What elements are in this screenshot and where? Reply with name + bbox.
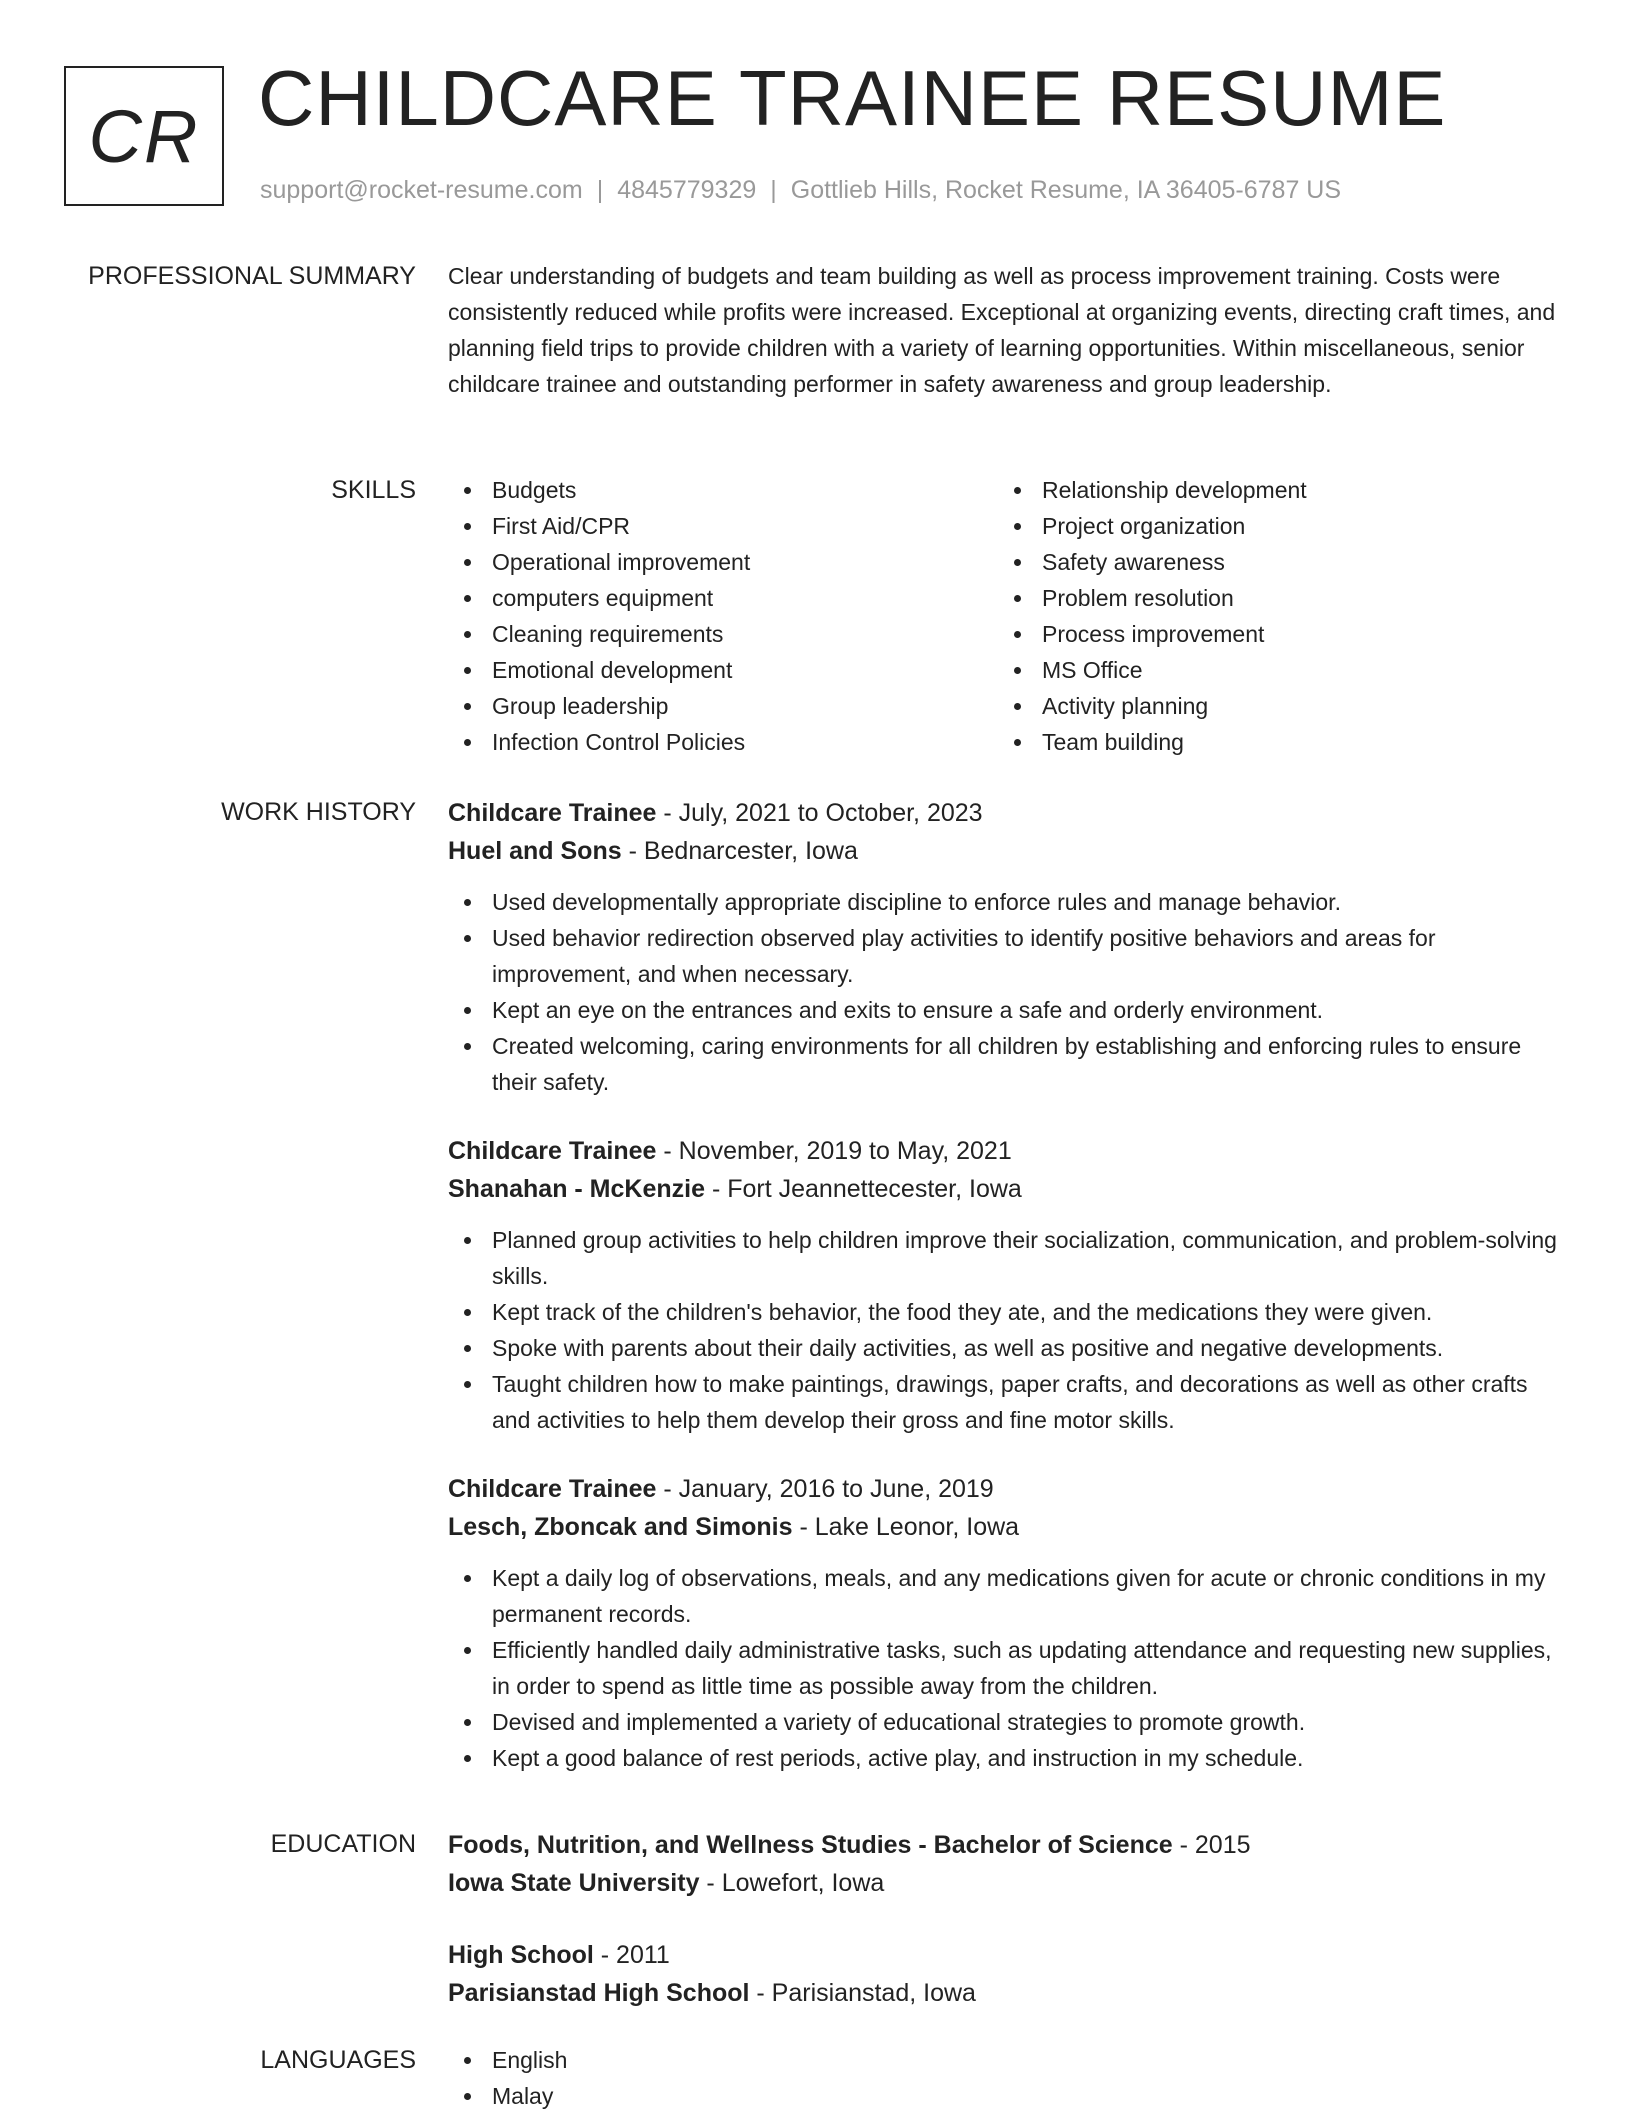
job-entry	[448, 794, 1572, 1100]
languages-heading: LANGUAGES	[260, 2046, 416, 2074]
job-bullets	[448, 1222, 1572, 1438]
summary-heading: PROFESSIONAL SUMMARY	[88, 262, 416, 290]
language-item: English	[448, 2042, 1572, 2078]
job-location: - Fort Jeannettecester, Iowa	[705, 1175, 1022, 1203]
summary-text: Clear understanding of budgets and team building as well as process improvement training. Costs were consistently reduced while profits were increased. Exceptional at organizing events, directing craft times, and planning field trips to provide children with a variety of learning opportunities. Within miscellaneous, senior childcare trainee and outstanding performer in safety awareness and group leadership.	[448, 263, 1556, 397]
education-entry	[448, 1936, 1572, 2012]
languages-list	[448, 2042, 1572, 2114]
contact-email[interactable]: support@rocket-resume.com	[260, 176, 583, 204]
job-location: - Lake Leonor, Iowa	[792, 1513, 1020, 1541]
page-title: CHILDCARE TRAINEE RESUME	[258, 54, 1447, 142]
skill-item: Relationship development	[998, 472, 1548, 508]
job-title-line	[448, 794, 1572, 832]
job-bullet: Planned group activities to help children improve their socialization, communication, and problem-solving skills.	[448, 1222, 1572, 1294]
job-title-line	[448, 1132, 1572, 1170]
skill-item: Problem resolution	[998, 580, 1548, 616]
contact-separator: |	[770, 176, 777, 204]
job-company: Huel and Sons	[448, 837, 622, 865]
contact-phone[interactable]: 4845779329	[617, 176, 757, 204]
degree-name: Foods, Nutrition, and Wellness Studies - Bachelor of Science	[448, 1831, 1173, 1859]
job-bullet: Taught children how to make paintings, drawings, paper crafts, and decorations as well as other crafts and activities to help them develop their gross and fine motor skills.	[448, 1366, 1572, 1438]
skill-item: Budgets	[448, 472, 998, 508]
job-title-line	[448, 1470, 1572, 1508]
job-entry	[448, 1132, 1572, 1438]
job-bullet: Created welcoming, caring environments for all children by establishing and enforcing rules to ensure their safety.	[448, 1028, 1572, 1100]
education-entry	[448, 1826, 1572, 1902]
job-company-line	[448, 1508, 1572, 1546]
job-dates: - January, 2016 to June, 2019	[656, 1475, 994, 1503]
work-history-heading: WORK HISTORY	[221, 798, 416, 826]
job-bullet: Spoke with parents about their daily activities, as well as positive and negative developments.	[448, 1330, 1572, 1366]
degree-year: - 2015	[1172, 1831, 1251, 1859]
school-location: - Lowefort, Iowa	[699, 1869, 885, 1897]
skill-item: First Aid/CPR	[448, 508, 998, 544]
degree-line	[448, 1936, 1572, 1974]
skill-item: Activity planning	[998, 688, 1548, 724]
job-dates: - November, 2019 to May, 2021	[656, 1137, 1012, 1165]
job-title: Childcare Trainee	[448, 1137, 657, 1165]
school-location: - Parisianstad, Iowa	[749, 1979, 976, 2007]
job-bullets	[448, 884, 1572, 1100]
skill-item: Process improvement	[998, 616, 1548, 652]
skill-item: Cleaning requirements	[448, 616, 998, 652]
job-title: Childcare Trainee	[448, 799, 657, 827]
skill-item: Safety awareness	[998, 544, 1548, 580]
job-bullet: Kept a daily log of observations, meals, and any medications given for acute or chronic conditions in my permanent records.	[448, 1560, 1572, 1632]
skill-item: Team building	[998, 724, 1548, 760]
skills-list-right	[998, 472, 1548, 760]
skills-list-left	[448, 472, 998, 760]
degree-line	[448, 1826, 1572, 1864]
job-company: Lesch, Zboncak and Simonis	[448, 1513, 793, 1541]
job-location: - Bednarcester, Iowa	[621, 837, 858, 865]
job-dates: - July, 2021 to October, 2023	[656, 799, 983, 827]
job-bullet: Efficiently handled daily administrative tasks, such as updating attendance and requesting new supplies, in order to spend as little time as possible away from the children.	[448, 1632, 1572, 1704]
skill-item: Emotional development	[448, 652, 998, 688]
job-title: Childcare Trainee	[448, 1475, 657, 1503]
school-name: Iowa State University	[448, 1869, 700, 1897]
job-entry	[448, 1470, 1572, 1776]
contact-address: Gottlieb Hills, Rocket Resume, IA 36405-6787 US	[790, 176, 1342, 204]
job-company: Shanahan - McKenzie	[448, 1175, 705, 1203]
job-company-line	[448, 832, 1572, 870]
skill-item: Operational improvement	[448, 544, 998, 580]
job-bullet: Kept an eye on the entrances and exits to ensure a safe and orderly environment.	[448, 992, 1572, 1028]
job-bullet: Kept track of the children's behavior, the food they ate, and the medications they were given.	[448, 1294, 1572, 1330]
skill-item: Group leadership	[448, 688, 998, 724]
job-bullet: Devised and implemented a variety of educational strategies to promote growth.	[448, 1704, 1572, 1740]
job-bullet: Kept a good balance of rest periods, active play, and instruction in my schedule.	[448, 1740, 1572, 1776]
degree-year: - 2011	[593, 1941, 670, 1969]
degree-name: High School	[448, 1941, 594, 1969]
school-name: Parisianstad High School	[448, 1979, 750, 2007]
job-company-line	[448, 1170, 1572, 1208]
job-bullet: Used behavior redirection observed play activities to identify positive behaviors and areas for improvement, and when necessary.	[448, 920, 1572, 992]
language-item: Malay	[448, 2078, 1572, 2114]
job-bullet: Used developmentally appropriate discipline to enforce rules and manage behavior.	[448, 884, 1572, 920]
job-bullets	[448, 1560, 1572, 1776]
school-line	[448, 1864, 1572, 1902]
skill-item: Infection Control Policies	[448, 724, 998, 760]
monogram-logo: CR	[64, 66, 224, 206]
skill-item: MS Office	[998, 652, 1548, 688]
contact-separator: |	[596, 176, 604, 204]
skills-heading: SKILLS	[331, 476, 416, 504]
contact-line	[260, 176, 1341, 205]
skill-item: computers equipment	[448, 580, 998, 616]
school-line	[448, 1974, 1572, 2012]
education-heading: EDUCATION	[270, 1830, 416, 1858]
skill-item: Project organization	[998, 508, 1548, 544]
